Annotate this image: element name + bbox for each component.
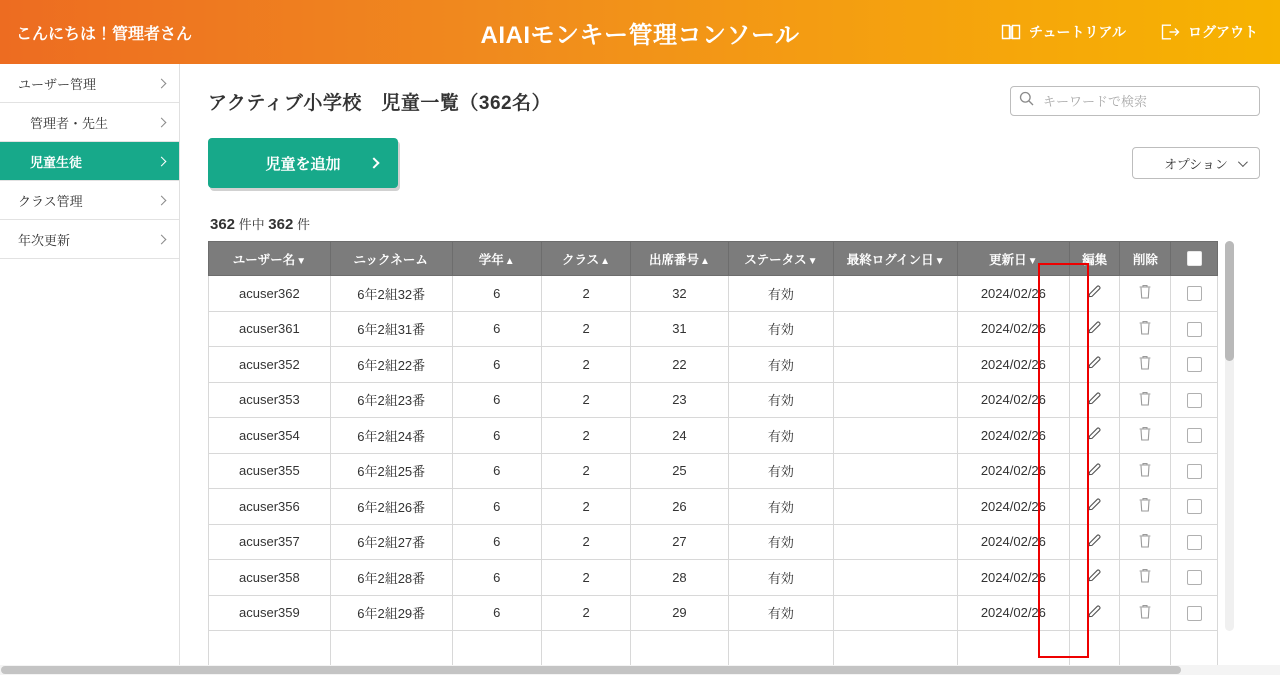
cell-number: 23 xyxy=(631,382,728,418)
logout-label: ログアウト xyxy=(1188,24,1258,40)
cell-select[interactable] xyxy=(1171,524,1218,560)
cell-updated xyxy=(958,631,1070,667)
options-dropdown[interactable] xyxy=(1132,147,1260,179)
cell-updated: 2024/02/26 xyxy=(958,418,1070,454)
cell-nickname: 6年2組24番 xyxy=(330,418,452,454)
student-table xyxy=(208,241,1218,667)
cell-select[interactable] xyxy=(1171,347,1218,383)
cell-status xyxy=(728,631,834,667)
cell-select[interactable] xyxy=(1171,453,1218,489)
cell-class: 2 xyxy=(541,524,630,560)
action-row xyxy=(208,138,1260,188)
options-label: オプション xyxy=(1164,156,1228,172)
cell-last-login xyxy=(834,276,958,312)
cell-updated: 2024/02/26 xyxy=(958,560,1070,596)
sidebar-item-label: 児童生徒 xyxy=(30,154,83,170)
greeting-text: こんにちは！管理者さん xyxy=(16,25,193,43)
page-horizontal-scrollbar[interactable] xyxy=(0,665,1280,675)
table-row[interactable] xyxy=(209,524,1218,560)
cell-updated: 2024/02/26 xyxy=(958,311,1070,347)
cell-select[interactable] xyxy=(1171,311,1218,347)
table-row[interactable] xyxy=(209,382,1218,418)
page-header-row xyxy=(208,64,1260,116)
cell-number: 29 xyxy=(631,595,728,631)
scrollbar-thumb[interactable] xyxy=(1225,241,1234,361)
column-header-updated[interactable] xyxy=(958,242,1070,276)
cell-updated: 2024/02/26 xyxy=(958,453,1070,489)
cell-nickname: 6年2組27番 xyxy=(330,524,452,560)
cell-status: 有効 xyxy=(728,347,834,383)
cell-edit[interactable] xyxy=(1069,631,1120,667)
cell-class: 2 xyxy=(541,382,630,418)
trash-icon[interactable] xyxy=(1137,425,1153,442)
pencil-icon[interactable] xyxy=(1086,532,1103,549)
cell-select[interactable] xyxy=(1171,631,1218,667)
table-row[interactable] xyxy=(209,418,1218,454)
column-header-class[interactable] xyxy=(541,242,630,276)
cell-username: acuser362 xyxy=(209,276,331,312)
column-label: 削除 xyxy=(1132,252,1158,267)
table-vertical-scrollbar[interactable] xyxy=(1225,241,1234,631)
cell-number: 32 xyxy=(631,276,728,312)
cell-number xyxy=(631,631,728,667)
cell-class: 2 xyxy=(541,560,630,596)
pencil-icon[interactable] xyxy=(1086,425,1103,442)
sidebar-item-students[interactable] xyxy=(0,142,179,181)
result-count xyxy=(210,214,1260,233)
pencil-icon[interactable] xyxy=(1086,354,1103,371)
pencil-icon[interactable] xyxy=(1086,461,1103,478)
cell-last-login xyxy=(834,595,958,631)
page-title: アクティブ小学校 児童一覧（362名） xyxy=(208,92,552,114)
table-row[interactable] xyxy=(209,489,1218,525)
cell-class: 2 xyxy=(541,453,630,489)
trash-icon[interactable] xyxy=(1137,390,1153,407)
cell-last-login xyxy=(834,418,958,454)
cell-last-login xyxy=(834,560,958,596)
cell-grade: 6 xyxy=(452,382,541,418)
cell-select[interactable] xyxy=(1171,276,1218,312)
cell-updated: 2024/02/26 xyxy=(958,347,1070,383)
cell-delete[interactable] xyxy=(1120,311,1171,347)
cell-class: 2 xyxy=(541,595,630,631)
cell-username: acuser361 xyxy=(209,311,331,347)
row-checkbox[interactable] xyxy=(1187,606,1202,621)
cell-edit[interactable] xyxy=(1069,418,1120,454)
cell-nickname: 6年2組25番 xyxy=(330,453,452,489)
column-label: 学年 xyxy=(478,252,504,267)
table-row[interactable] xyxy=(209,631,1218,667)
table-row[interactable] xyxy=(209,347,1218,383)
trash-icon[interactable] xyxy=(1137,354,1153,371)
cell-last-login xyxy=(834,631,958,667)
cell-select[interactable] xyxy=(1171,382,1218,418)
student-table-area xyxy=(208,241,1218,667)
sidebar-item-label: クラス管理 xyxy=(18,193,83,209)
cell-grade: 6 xyxy=(452,489,541,525)
pencil-icon[interactable] xyxy=(1086,390,1103,407)
cell-select[interactable] xyxy=(1171,560,1218,596)
cell-username: acuser359 xyxy=(209,595,331,631)
column-label: ユーザー名 xyxy=(232,252,296,267)
row-checkbox[interactable] xyxy=(1187,393,1202,408)
sort-indicator: ▲ xyxy=(504,255,515,267)
cell-delete[interactable] xyxy=(1120,524,1171,560)
row-checkbox[interactable] xyxy=(1187,428,1202,443)
cell-status: 有効 xyxy=(728,311,834,347)
cell-status: 有効 xyxy=(728,560,834,596)
cell-username: acuser357 xyxy=(209,524,331,560)
cell-last-login xyxy=(834,489,958,525)
cell-delete[interactable] xyxy=(1120,631,1171,667)
cell-select[interactable] xyxy=(1171,595,1218,631)
cell-last-login xyxy=(834,453,958,489)
cell-updated: 2024/02/26 xyxy=(958,524,1070,560)
table-row[interactable] xyxy=(209,453,1218,489)
cell-nickname: 6年2組26番 xyxy=(330,489,452,525)
cell-status: 有効 xyxy=(728,524,834,560)
cell-username: acuser354 xyxy=(209,418,331,454)
cell-last-login xyxy=(834,347,958,383)
book-icon xyxy=(1001,23,1021,41)
cell-username xyxy=(209,631,331,667)
row-checkbox[interactable] xyxy=(1187,322,1202,337)
cell-status: 有効 xyxy=(728,382,834,418)
cell-number: 25 xyxy=(631,453,728,489)
cell-grade: 6 xyxy=(452,347,541,383)
cell-username: acuser356 xyxy=(209,489,331,525)
column-label: クラス xyxy=(562,252,600,267)
chevron-right-icon xyxy=(368,157,379,168)
cell-nickname: 6年2組22番 xyxy=(330,347,452,383)
header-actions xyxy=(1001,22,1258,42)
cell-class: 2 xyxy=(541,489,630,525)
cell-updated: 2024/02/26 xyxy=(958,276,1070,312)
cell-grade xyxy=(452,631,541,667)
cell-grade: 6 xyxy=(452,311,541,347)
column-header-username[interactable] xyxy=(209,242,331,276)
scrollbar-thumb[interactable] xyxy=(1,666,1181,674)
cell-grade: 6 xyxy=(452,453,541,489)
pencil-icon[interactable] xyxy=(1086,496,1103,513)
trash-icon[interactable] xyxy=(1137,496,1153,513)
cell-updated: 2024/02/26 xyxy=(958,595,1070,631)
cell-delete[interactable] xyxy=(1120,453,1171,489)
sidebar-item-label: 管理者・先生 xyxy=(30,115,109,131)
sidebar-item-admin-teacher[interactable] xyxy=(0,103,179,142)
trash-icon[interactable] xyxy=(1137,567,1153,584)
cell-grade: 6 xyxy=(452,560,541,596)
chevron-right-icon xyxy=(157,156,167,166)
column-header-select-all[interactable] xyxy=(1171,242,1218,276)
cell-username: acuser358 xyxy=(209,560,331,596)
cell-select[interactable] xyxy=(1171,418,1218,454)
table-header-row xyxy=(209,242,1218,276)
cell-delete[interactable] xyxy=(1120,595,1171,631)
cell-nickname: 6年2組31番 xyxy=(330,311,452,347)
trash-icon[interactable] xyxy=(1137,283,1153,300)
table-row[interactable] xyxy=(209,276,1218,312)
sidebar-item-label: ユーザー管理 xyxy=(18,76,97,92)
select-all-checkbox[interactable] xyxy=(1187,251,1202,266)
sort-indicator: ▼ xyxy=(807,255,818,267)
cell-number: 27 xyxy=(631,524,728,560)
cell-edit[interactable] xyxy=(1069,276,1120,312)
sidebar xyxy=(0,64,180,675)
page-app-title: AIAIモンキー管理コンソール xyxy=(480,21,800,49)
cell-username: acuser355 xyxy=(209,453,331,489)
pencil-icon[interactable] xyxy=(1086,567,1103,584)
row-checkbox[interactable] xyxy=(1187,357,1202,372)
result-count-shown: 362 xyxy=(268,216,294,233)
pencil-icon[interactable] xyxy=(1086,283,1103,300)
column-label: 最終ログイン日 xyxy=(846,252,934,267)
column-header-delete xyxy=(1120,242,1171,276)
cell-edit[interactable] xyxy=(1069,382,1120,418)
sidebar-item-user-management[interactable] xyxy=(0,64,179,103)
search-icon xyxy=(1019,91,1034,111)
cell-edit[interactable] xyxy=(1069,311,1120,347)
tutorial-label: チュートリアル xyxy=(1028,24,1126,40)
cell-updated: 2024/02/26 xyxy=(958,382,1070,418)
sidebar-item-class-management[interactable] xyxy=(0,181,179,220)
cell-grade: 6 xyxy=(452,595,541,631)
row-checkbox[interactable] xyxy=(1187,464,1202,479)
cell-edit[interactable] xyxy=(1069,560,1120,596)
column-header-attendance-number[interactable] xyxy=(631,242,728,276)
cell-grade: 6 xyxy=(452,418,541,454)
cell-number: 31 xyxy=(631,311,728,347)
cell-last-login xyxy=(834,524,958,560)
logout-icon xyxy=(1160,23,1180,41)
cell-class: 2 xyxy=(541,311,630,347)
cell-status: 有効 xyxy=(728,418,834,454)
column-header-edit xyxy=(1069,242,1120,276)
table-row[interactable] xyxy=(209,595,1218,631)
chevron-down-icon xyxy=(1238,157,1248,167)
search-input[interactable] xyxy=(1041,93,1251,110)
chevron-right-icon xyxy=(157,117,167,127)
row-checkbox[interactable] xyxy=(1187,286,1202,301)
result-count-unit: 件 xyxy=(296,217,310,232)
trash-icon[interactable] xyxy=(1137,532,1153,549)
chevron-right-icon xyxy=(157,195,167,205)
cell-nickname: 6年2組32番 xyxy=(330,276,452,312)
column-label: 更新日 xyxy=(989,252,1027,267)
cell-updated: 2024/02/26 xyxy=(958,489,1070,525)
cell-select[interactable] xyxy=(1171,489,1218,525)
cell-nickname: 6年2組23番 xyxy=(330,382,452,418)
cell-number: 28 xyxy=(631,560,728,596)
sort-indicator: ▼ xyxy=(934,255,945,267)
column-label: ステータス xyxy=(744,252,807,267)
cell-edit[interactable] xyxy=(1069,489,1120,525)
cell-delete[interactable] xyxy=(1120,560,1171,596)
cell-nickname: 6年2組29番 xyxy=(330,595,452,631)
cell-last-login xyxy=(834,382,958,418)
cell-number: 22 xyxy=(631,347,728,383)
column-header-status[interactable] xyxy=(728,242,834,276)
sidebar-item-label: 年次更新 xyxy=(18,232,71,248)
cell-number: 26 xyxy=(631,489,728,525)
cell-delete[interactable] xyxy=(1120,382,1171,418)
table-row[interactable] xyxy=(209,560,1218,596)
add-student-button[interactable] xyxy=(208,138,398,188)
pencil-icon[interactable] xyxy=(1086,319,1103,336)
cell-edit[interactable] xyxy=(1069,595,1120,631)
cell-delete[interactable] xyxy=(1120,276,1171,312)
row-checkbox[interactable] xyxy=(1187,499,1202,514)
chevron-right-icon xyxy=(157,234,167,244)
trash-icon[interactable] xyxy=(1137,603,1153,620)
cell-edit[interactable] xyxy=(1069,524,1120,560)
table-body xyxy=(209,276,1218,667)
add-student-label: 児童を追加 xyxy=(265,155,341,173)
cell-status: 有効 xyxy=(728,276,834,312)
column-label: 出席番号 xyxy=(648,252,699,267)
row-checkbox[interactable] xyxy=(1187,570,1202,585)
cell-class xyxy=(541,631,630,667)
cell-grade: 6 xyxy=(452,524,541,560)
cell-edit[interactable] xyxy=(1069,453,1120,489)
sort-indicator: ▲ xyxy=(699,255,710,267)
cell-username: acuser352 xyxy=(209,347,331,383)
result-count-middle: 件中 xyxy=(238,217,265,232)
trash-icon[interactable] xyxy=(1137,319,1153,336)
cell-class: 2 xyxy=(541,276,630,312)
cell-edit[interactable] xyxy=(1069,347,1120,383)
cell-status: 有効 xyxy=(728,595,834,631)
sort-indicator: ▼ xyxy=(296,255,307,267)
row-checkbox[interactable] xyxy=(1187,535,1202,550)
column-label: 編集 xyxy=(1082,252,1108,267)
cell-username: acuser353 xyxy=(209,382,331,418)
sort-indicator: ▼ xyxy=(1027,255,1038,267)
app-header xyxy=(0,0,1280,64)
cell-grade: 6 xyxy=(452,276,541,312)
cell-nickname: 6年2組28番 xyxy=(330,560,452,596)
cell-last-login xyxy=(834,311,958,347)
cell-nickname xyxy=(330,631,452,667)
column-label: ニックネーム xyxy=(353,252,428,267)
tutorial-link[interactable] xyxy=(1001,22,1126,42)
main-content xyxy=(180,64,1280,675)
cell-status: 有効 xyxy=(728,489,834,525)
cell-class: 2 xyxy=(541,418,630,454)
result-count-total: 362 xyxy=(210,216,236,233)
pencil-icon[interactable] xyxy=(1086,603,1103,620)
table-row[interactable] xyxy=(209,311,1218,347)
column-header-nickname[interactable] xyxy=(330,242,452,276)
sort-indicator: ▲ xyxy=(600,255,611,267)
chevron-right-icon xyxy=(157,78,167,88)
cell-delete[interactable] xyxy=(1120,489,1171,525)
search-box[interactable] xyxy=(1010,86,1260,116)
column-header-grade[interactable] xyxy=(452,242,541,276)
logout-link[interactable] xyxy=(1160,22,1258,42)
sidebar-item-annual-update[interactable] xyxy=(0,220,179,259)
cell-class: 2 xyxy=(541,347,630,383)
cell-number: 24 xyxy=(631,418,728,454)
column-header-last-login[interactable] xyxy=(834,242,958,276)
cell-status: 有効 xyxy=(728,453,834,489)
trash-icon[interactable] xyxy=(1137,461,1153,478)
cell-delete[interactable] xyxy=(1120,418,1171,454)
cell-delete[interactable] xyxy=(1120,347,1171,383)
